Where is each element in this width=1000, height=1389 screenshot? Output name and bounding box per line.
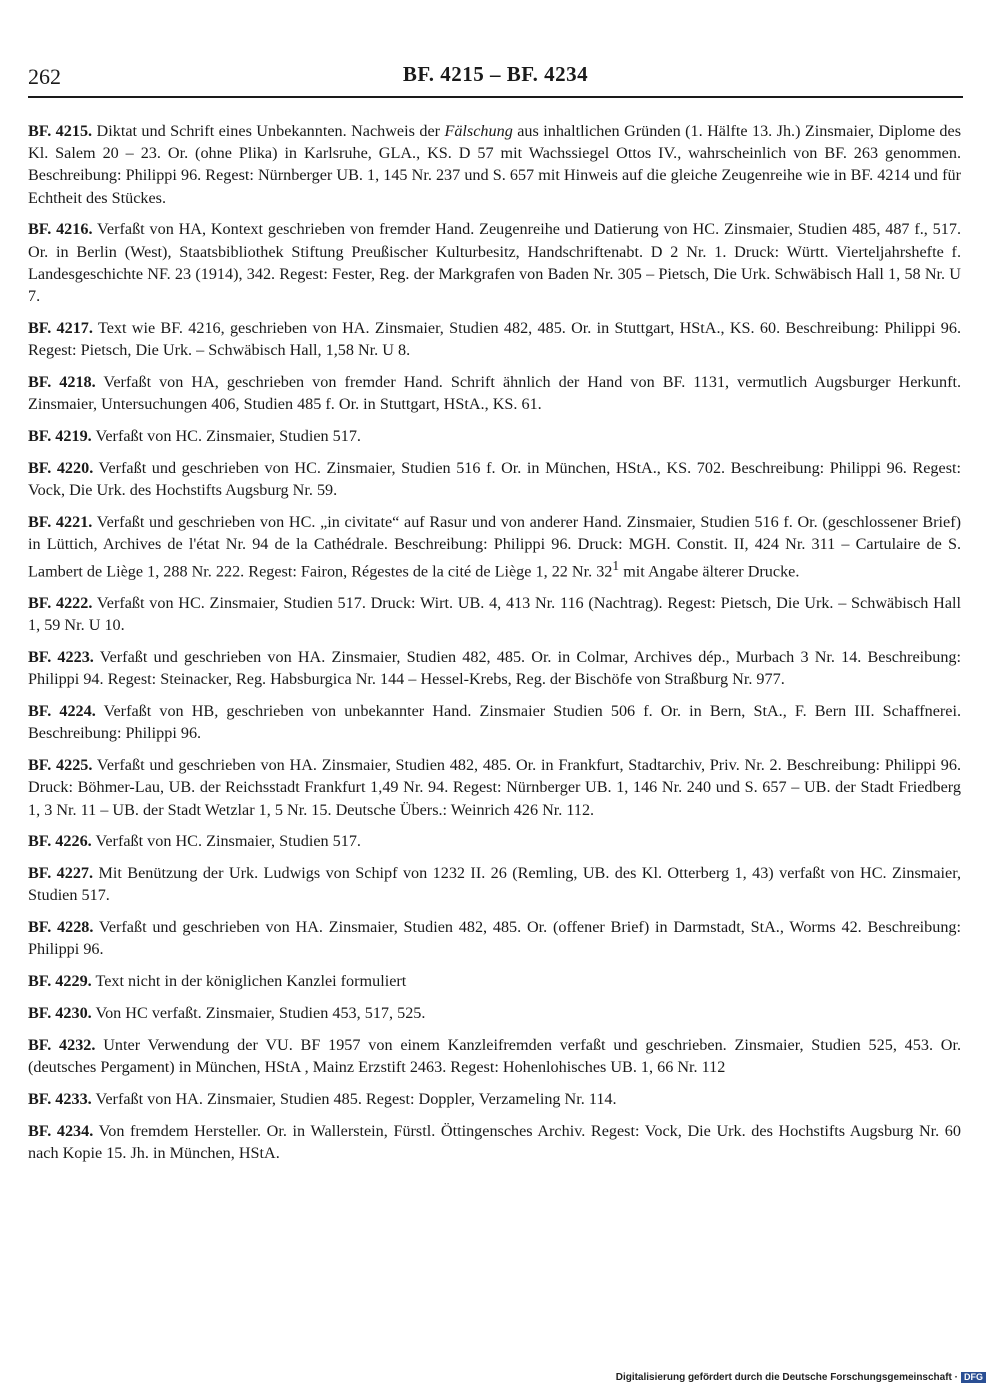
page-number: 262 xyxy=(28,64,61,89)
entry-id: BF. 4220. xyxy=(28,458,94,477)
entry-text: Unter Verwendung der VU. BF 1957 von einem Kanzleifremden verfaßt und geschrieben. Zinsmaier, Studien 525, 453. Or. (deutsches Pergament) in München, HStA , Mainz Erzstift 2463. Regest: Hohenlohisches UB. 1, 66 Nr. 112 xyxy=(28,1035,962,1076)
entry-superscript: 1 xyxy=(612,558,620,574)
entry-id: BF. 4216. xyxy=(28,220,93,239)
entry-id: BF. 4232. xyxy=(28,1035,96,1054)
entry-bf-4218 xyxy=(28,371,961,415)
entry-text: Verfaßt von HB, geschrieben von unbekannter Hand. Zinsmaier Studien 506 f. Or. in Bern, StA., F. Bern III. Schaffnerei. Beschreibung: Philippi 96. xyxy=(28,702,961,743)
entry-list xyxy=(28,120,961,1174)
entry-bf-4217 xyxy=(28,317,961,361)
entry-id: BF. 4234. xyxy=(28,1121,94,1140)
entry-id: BF. 4233. xyxy=(28,1089,92,1108)
entry-bf-4215 xyxy=(28,120,961,209)
entry-text: mit Angabe älterer Drucke. xyxy=(619,562,800,581)
entry-text: Text nicht in der königlichen Kanzlei formuliert xyxy=(91,972,407,991)
entry-id: BF. 4230. xyxy=(28,1004,92,1022)
entry-bf-4223 xyxy=(28,646,961,690)
entry-text: Diktat und Schrift eines Unbekannten. Nachweis der xyxy=(92,122,445,140)
entry-bf-4233 xyxy=(28,1088,961,1110)
entry-id: BF. 4228. xyxy=(28,918,94,937)
entry-id: BF. 4222. xyxy=(28,594,93,613)
entry-text: Verfaßt von HA, geschrieben von fremder Hand. Schrift ähnlich der Hand von BF. 1131, vermutlich Augsburger Herkunft. Zinsmaier, Untersuchungen 406, Studien 485 f. Or. in Stuttgart, HStA., KS. 61. xyxy=(28,372,962,414)
entry-text: Verfaßt und geschrieben von HA. Zinsmaier, Studien 482, 485. Or. in Frankfurt, Stadtarchiv, Priv. Nr. 2. Beschreibung: Philippi 96. Druck: Böhmer-Lau, UB. der Reichsstadt Frankfurt 1,49 Nr. 94. Regest: Nürnberger UB. 1, 146 Nr. 240 und S. 657 – UB. der Stadt Friedberg 1, 3 Nr. 11 – UB. der Stadt Wetzlar 1, 5 Nr. 15. Deutsche Übers.: Weinrich 426 Nr. 112. xyxy=(28,756,962,819)
entry-bf-4234 xyxy=(28,1120,961,1164)
dfg-logo: DFG xyxy=(961,1372,986,1383)
entry-bf-4225 xyxy=(28,754,961,821)
entry-text: Verfaßt von HA. Zinsmaier, Studien 485. Regest: Doppler, Verzameling Nr. 114. xyxy=(91,1089,617,1108)
entry-bf-4228 xyxy=(28,916,961,960)
entry-id: BF. 4225. xyxy=(28,756,93,775)
entry-bf-4230 xyxy=(28,1002,961,1024)
entry-text: Verfaßt und geschrieben von HC. „in civitate“ auf Rasur und von anderer Hand. Zinsmaier, Studien 516 f. Or. (geschlossener Brief) in Lüttich, Archives de l'état Nr. 94 de la Cathédrale. Beschreibung: Philippi 96. Druck: MGH. Constit. II, 424 Nr. 311 – Cartulaire de S. Lambert de Liège 1, 288 Nr. 222. Regest: Fairon, Régestes de la cité de Liège 1, 22 Nr. 32 xyxy=(28,512,962,581)
entry-emphasis: Fälschung xyxy=(444,122,513,140)
entry-id: BF. 4219. xyxy=(28,426,92,445)
entry-text: Verfaßt und geschrieben von HA. Zinsmaier, Studien 482, 485. Or. (offener Brief) in Darmstadt, StA., Worms 42. Beschreibung: Philippi 96. xyxy=(28,918,961,959)
entry-bf-4221 xyxy=(28,511,961,583)
running-title: BF. 4215 – BF. 4234 xyxy=(402,62,589,86)
entry-id: BF. 4221. xyxy=(28,512,93,531)
entry-text: Verfaßt von HC. Zinsmaier, Studien 517. xyxy=(91,426,361,445)
entry-id: BF. 4224. xyxy=(28,702,96,721)
entry-id: BF. 4217. xyxy=(28,318,93,337)
entry-id: BF. 4226. xyxy=(28,832,92,851)
entry-text: Text wie BF. 4216, geschrieben von HA. Zinsmaier, Studien 482, 485. Or. in Stuttgart, HStA., KS. 60. Beschreibung: Philippi 96. Regest: Pietsch, Die Urk. – Schwäbisch Hall, 1,58 Nr. U 8. xyxy=(28,318,961,360)
funding-note xyxy=(616,1372,986,1383)
entry-id: BF. 4223. xyxy=(28,648,94,667)
entry-bf-4226 xyxy=(28,830,961,852)
entry-bf-4219 xyxy=(28,425,961,447)
entry-text: Von fremdem Hersteller. Or. in Wallerstein, Fürstl. Öttingensches Archiv. Regest: Vock, Die Urk. des Hochstifts Augsburg Nr. 60 nach Kopie 15. Jh. in München, HStA. xyxy=(28,1121,961,1162)
entry-text: Mit Benützung der Urk. Ludwigs von Schipf von 1232 II. 26 (Remling, UB. des Kl. Otterberg 1, 43) verfaßt von HC. Zinsmaier, Studien 517. xyxy=(28,864,961,905)
entry-id: BF. 4229. xyxy=(28,972,92,991)
entry-text: Verfaßt von HA, Kontext geschrieben von fremder Hand. Zeugenreihe und Datierung von HC. Zinsmaier, Studien 485, 487 f., 517. Or. in Berlin (West), Staatsbibliothek Stiftung Preußischer Kulturbesitz, Handschriftenabt. D 2 Nr. 1. Druck: Württ. Vierteljahrshefte f. Landesgeschichte NF. 23 (1914), 342. Regest: Fester, Reg. der Markgrafen von Baden Nr. 305 – Pietsch, Die Urk. Schwäbisch Hall 1, 58 Nr. U 7. xyxy=(28,220,961,306)
page-header xyxy=(28,62,963,98)
entry-text: Verfaßt von HC. Zinsmaier, Studien 517. xyxy=(91,832,361,851)
funding-note-text: Digitalisierung gefördert durch die Deutsche Forschungsgemeinschaft · xyxy=(615,1372,958,1384)
entry-id: BF. 4227. xyxy=(28,864,94,883)
entry-bf-4220 xyxy=(28,457,961,501)
entry-text: aus inhaltlichen Gründen (1. Hälfte 13. Jh.) Zinsmaier, Diplome des Kl. Salem 20 – 23. Or. (ohne Plika) in Karlsruhe, GLA., KS. D 57 mit Wachssiegel Ottos IV., wahrscheinlich von BF. 263 genommen. Beschreibung: Philippi 96. Regest: Nürnberger UB. 1, 145 Nr. 237 und S. 657 mit Hinweis auf die gleiche Zeugenreihe wie in BF. 4214 und für Echtheit des Stückes. xyxy=(28,122,962,207)
entry-bf-4224 xyxy=(28,700,961,744)
entry-text: Verfaßt von HC. Zinsmaier, Studien 517. Druck: Wirt. UB. 4, 413 Nr. 116 (Nachtrag). Regest: Pietsch, Die Urk. – Schwäbisch Hall 1, 59 Nr. U 10. xyxy=(28,594,961,635)
entry-text: Verfaßt und geschrieben von HC. Zinsmaier, Studien 516 f. Or. in München, HStA., KS. 702. Beschreibung: Philippi 96. Regest: Vock, Die Urk. des Hochstifts Augsburg Nr. 59. xyxy=(28,458,961,499)
entry-id: BF. 4215. xyxy=(28,122,93,140)
entry-id: BF. 4218. xyxy=(28,372,96,391)
entry-bf-4227 xyxy=(28,862,961,906)
entry-bf-4216 xyxy=(28,218,961,307)
entry-bf-4232 xyxy=(28,1034,961,1078)
entry-bf-4222 xyxy=(28,592,961,636)
entry-text: Verfaßt und geschrieben von HA. Zinsmaier, Studien 482, 485. Or. in Colmar, Archives dép., Murbach 3 Nr. 14. Beschreibung: Philippi 94. Regest: Steinacker, Reg. Habsburgica Nr. 144 – Hessel-Krebs, Reg. der Bischöfe von Straßburg Nr. 977. xyxy=(28,648,961,689)
entry-bf-4229 xyxy=(28,970,961,992)
entry-text: Von HC verfaßt. Zinsmaier, Studien 453, 517, 525. xyxy=(91,1004,426,1022)
